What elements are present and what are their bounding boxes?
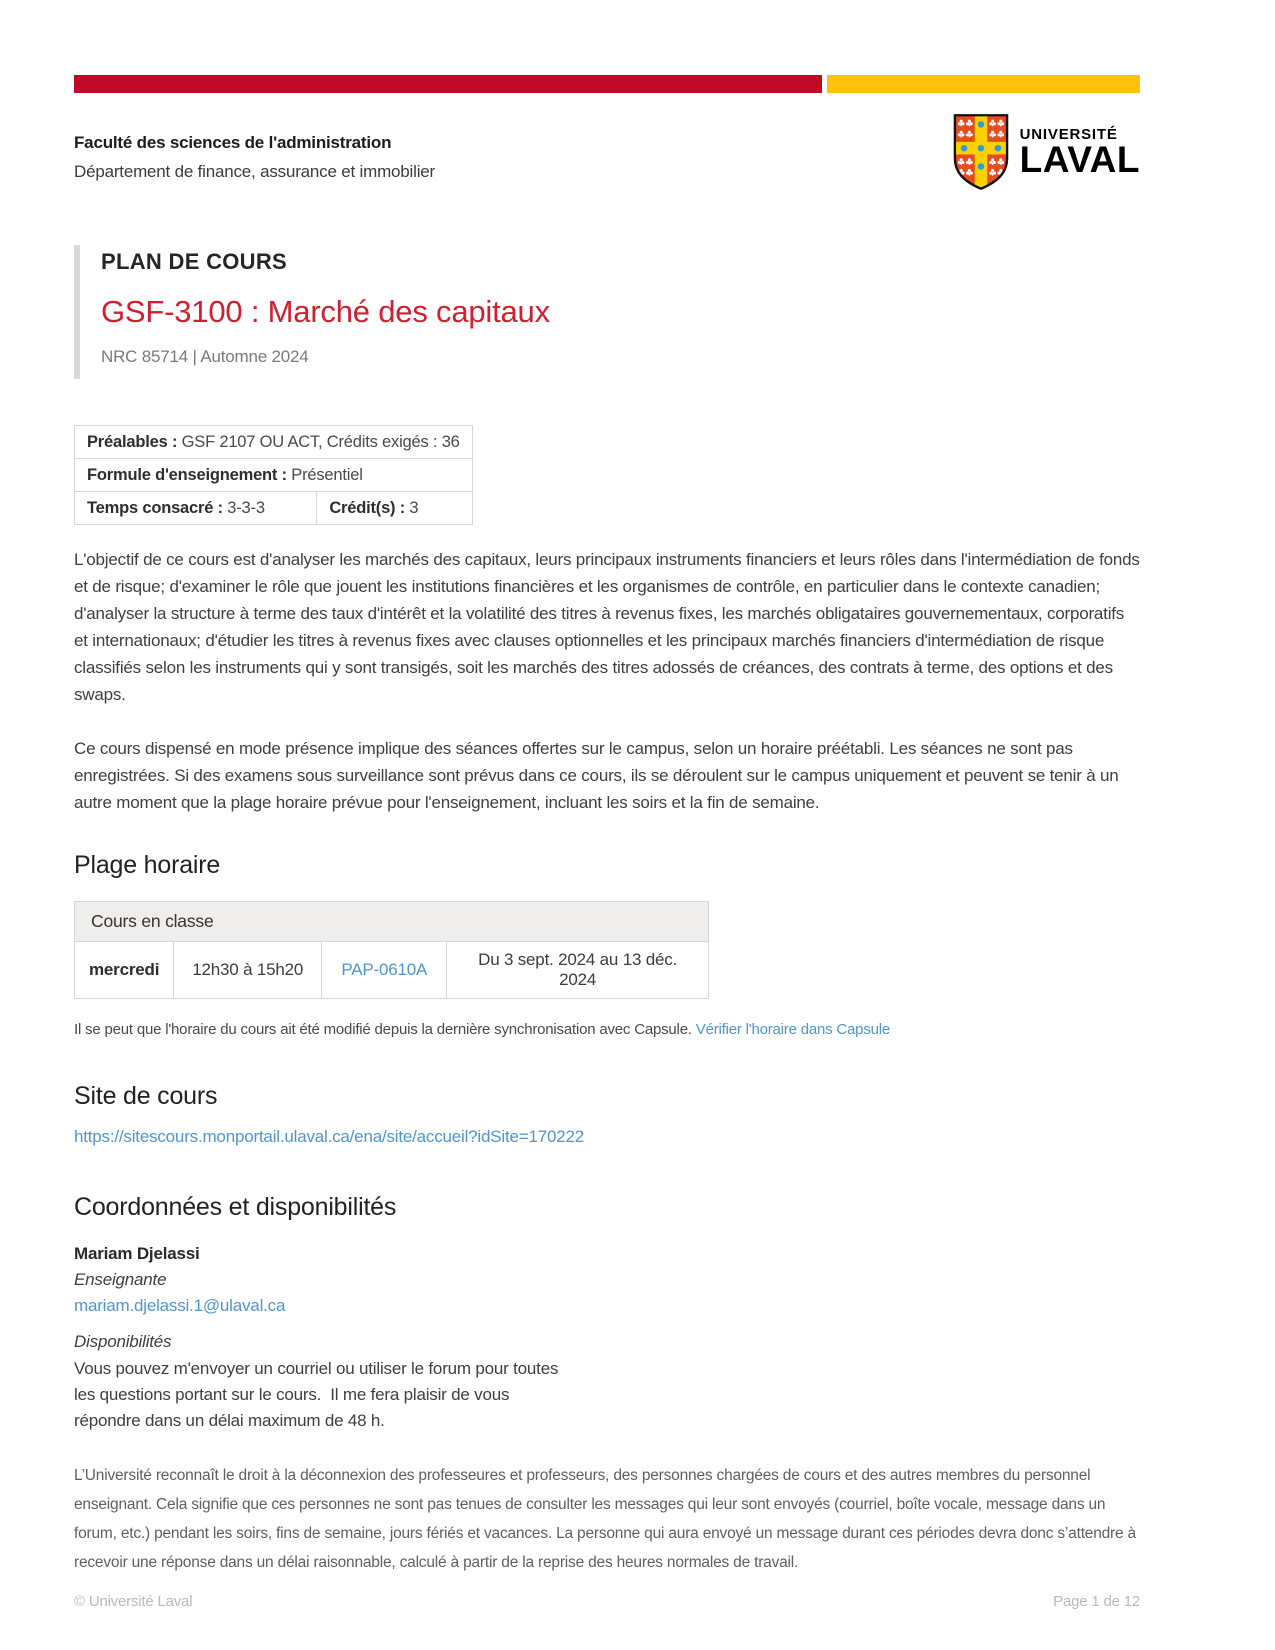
availability-text: Vous pouvez m'envoyer un courriel ou utiliser le forum pour toutes les questions portant sur le cours. Il me fera plaisir de vous répondre dans un délai maximum de 48 h.	[74, 1359, 563, 1430]
credits-cell	[317, 492, 472, 525]
prealables-cell	[75, 426, 473, 459]
faculty-block	[74, 111, 435, 182]
course-site-link[interactable]: https://sitescours.monportail.ulaval.ca/ena/site/accueil?idSite=170222	[74, 1127, 585, 1146]
brand-bar-red-segment	[74, 75, 822, 93]
instructor-email-link[interactable]: mariam.djelassi.1@ulaval.ca	[74, 1296, 286, 1315]
coordonnees-heading: Coordonnées et disponibilités	[74, 1193, 397, 1221]
capsule-sync-note	[74, 1021, 1140, 1038]
page-footer	[74, 1593, 1140, 1610]
course-title: GSF-3100 : Marché des capitaux	[101, 294, 550, 329]
plan-de-cours-kicker: PLAN DE COURS	[101, 249, 288, 274]
wordmark-universite: UNIVERSITÉ	[1019, 126, 1118, 144]
credits-value: 3	[409, 498, 419, 517]
prealables-label: Préalables :	[87, 432, 178, 451]
footer-copyright: © Université Laval	[74, 1593, 193, 1610]
ulaval-wordmark	[1019, 126, 1140, 181]
footer-page-number: Page 1 de 12	[1053, 1593, 1140, 1610]
department-name: Département de finance, assurance et immobilier	[74, 162, 436, 181]
brand-bar-yellow-segment	[827, 75, 1140, 93]
faculty-name: Faculté des sciences de l'administration	[74, 133, 392, 152]
schedule-table	[74, 901, 709, 999]
instructor-name: Mariam Djelassi	[74, 1244, 200, 1263]
course-title-block	[74, 245, 1140, 379]
prealables-value: GSF 2107 OU ACT, Crédits exigés : 36	[181, 432, 460, 451]
temps-value: 3-3-3	[227, 498, 265, 517]
capsule-note-text: Il se peut que l'horaire du cours ait été modifié depuis la dernière synchronisation avec Capsule.	[74, 1021, 692, 1038]
disconnect-right-disclaimer: L’Université reconnaît le droit à la déconnexion des professeures et professeurs, des personnes chargées de cours et des autres membres du personnel enseignant. Cela signifie que ces personnes ne sont pas tenues de consulter les messages qui leur sont envoyés (courriel, boîte vocale, message dans un forum, etc.) pendant les soirs, fins de semaine, jours fériés et vacances. La personne qui aura envoyé un message durant ces périodes devra donc s’attendre à recevoir une réponse dans un délai raisonnable, calculé à partir de la reprise des heures normales de travail.	[74, 1467, 1136, 1571]
nrc-term-line: NRC 85714 | Automne 2024	[101, 347, 309, 366]
instructor-role: Enseignante	[74, 1270, 167, 1289]
document-header	[74, 111, 1140, 193]
table-row	[75, 426, 473, 459]
formule-label: Formule d'enseignement :	[87, 465, 287, 484]
brand-color-bar	[74, 75, 1140, 93]
course-description-p2: Ce cours dispensé en mode présence implique des séances offertes sur le campus, selon un horaire préétabli. Les séances ne sont pas enregistrées. Si des examens sous surveillance sont prévus dans ce cours, ils se déroulent sur le campus uniquement et peuvent se tenir à un autre moment que la plage horaire prévue pour l'enseignement, incluant les soirs et la fin de semaine.	[74, 739, 1119, 812]
schedule-room-cell	[322, 942, 447, 999]
schedule-time-cell: 12h30 à 15h20	[174, 942, 322, 999]
formule-value: Présentiel	[291, 465, 363, 484]
course-info-table	[74, 425, 473, 525]
schedule-day-cell: mercredi	[75, 942, 174, 999]
availability-label: Disponibilités	[74, 1332, 172, 1351]
schedule-group-header: Cours en classe	[75, 902, 709, 942]
temps-cell	[75, 492, 317, 525]
table-row	[75, 942, 709, 999]
table-row	[75, 902, 709, 942]
room-link[interactable]: PAP-0610A	[341, 960, 428, 979]
site-de-cours-heading: Site de cours	[74, 1082, 218, 1110]
temps-label: Temps consacré :	[87, 498, 223, 517]
plage-horaire-heading: Plage horaire	[74, 851, 221, 879]
ulaval-crest-icon	[952, 111, 1010, 193]
capsule-verify-link[interactable]: Vérifier l'horaire dans Capsule	[695, 1021, 891, 1038]
table-row	[75, 492, 473, 525]
ulaval-logo	[952, 111, 1140, 193]
wordmark-laval: LAVAL	[1019, 139, 1140, 181]
credits-label: Crédit(s) :	[329, 498, 406, 517]
schedule-dates-cell: Du 3 sept. 2024 au 13 déc. 2024	[447, 942, 709, 999]
formule-cell	[75, 459, 473, 492]
table-row	[75, 459, 473, 492]
course-description-p1: L'objectif de ce cours est d'analyser les marchés des capitaux, leurs principaux instruments financiers et leurs rôles dans l'intermédiation de fonds et de risque; d'examiner le rôle que jouent les institutions financières et les organismes de contrôle, en particulier dans le contexte canadien; d'analyser la structure à terme des taux d'intérêt et la volatilité des titres à revenus fixes, les marchés obligataires gouvernementaux, corporatifs et internationaux; d'étudier les titres à revenus fixes avec clauses optionnelles et les principaux marchés financiers d'intermédiation de risque classifiés selon les instruments qui y sont transigés, soit les marchés des titres adossés de créances, des contrats à terme, des options et des swaps.	[74, 550, 1140, 704]
